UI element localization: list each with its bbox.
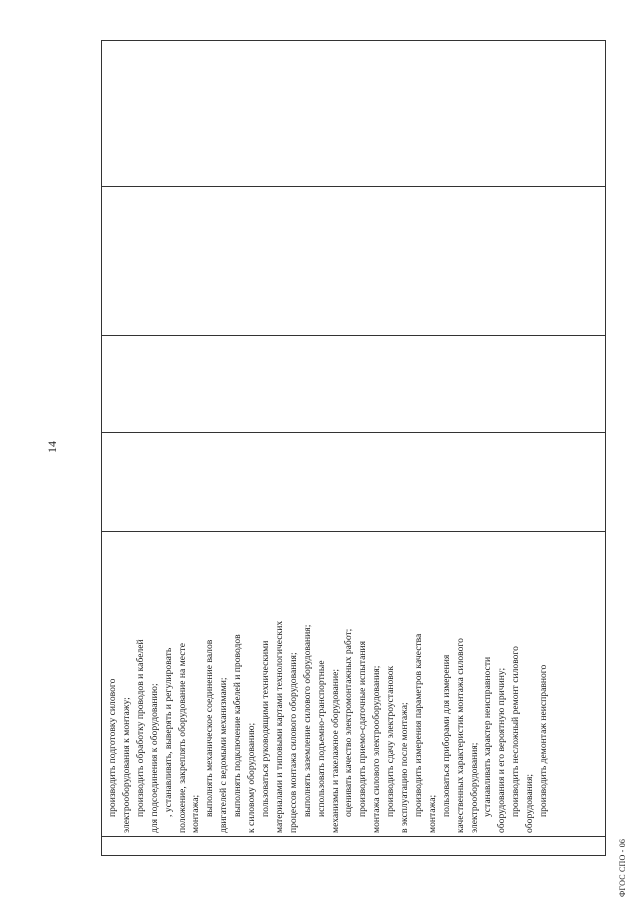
empty-cell: [102, 433, 606, 532]
skill-line: к силовому оборудованию;: [246, 722, 258, 833]
skill-line: процессов монтажа силового оборудования;: [287, 652, 299, 833]
skill-line: оценивать качество электромонтажных работ;: [343, 628, 355, 817]
skill-line: производить приемо-сдаточные испытания: [357, 640, 369, 817]
table-row: [102, 41, 606, 856]
skill-line: механизмы и такелажное оборудование;: [329, 669, 341, 833]
skill-line: , устанавливать, выверять и регулировать: [162, 647, 174, 817]
page-number: 14: [45, 441, 59, 453]
skill-line: устанавливать характер неисправности: [482, 656, 494, 817]
skill-line: монтажа;: [190, 794, 202, 833]
standard-table: [101, 40, 606, 856]
skill-line: качественных характеристик монтажа силового: [454, 638, 466, 833]
skill-line: электрооборудования;: [468, 742, 480, 833]
skill-line: выполнять подключение кабелей и проводов: [232, 634, 244, 817]
skill-line: производить измерения параметров качества: [412, 633, 424, 817]
skill-line: пользоваться руководящими техническими: [259, 640, 271, 817]
empty-cell: [102, 41, 606, 187]
skill-line: производить сдачу электроустановок: [385, 665, 397, 817]
index-cell: [102, 837, 606, 856]
skill-line: оборудования;: [524, 773, 536, 833]
skill-line: положение, закреплять оборудование на месте: [176, 643, 188, 833]
skill-line: электрооборудования к монтажу;: [120, 697, 132, 833]
skill-line: оборудования и его вероятную причину;: [496, 667, 508, 833]
skills-cell: [102, 532, 606, 837]
skill-line: в эксплуатацию после монтажа;: [399, 702, 411, 833]
skill-line: производить подготовку силового: [107, 678, 118, 817]
skill-line: пользоваться приборами для измерения: [440, 654, 452, 817]
skill-line: для подсоединения к оборудованию;: [148, 683, 160, 833]
skill-line: выполнять механическое соединение валов: [204, 639, 216, 817]
skill-line: использовать подъемно-транспортные: [315, 660, 327, 817]
skill-line: производить обработку проводов и кабелей: [134, 639, 146, 817]
skill-line: монтажа силового электрооборудования;: [371, 665, 383, 833]
skill-line: монтажа;: [426, 794, 438, 833]
skill-line: материалами и типовыми картами технологических: [273, 620, 285, 833]
skill-line: двигателей с ведомыми механизмами;: [218, 677, 230, 833]
skill-line: выполнять заземление силового оборудования;: [301, 624, 313, 817]
empty-cell: [102, 336, 606, 433]
skill-line: производить несложный ремонт силового: [510, 646, 522, 817]
empty-cell: [102, 187, 606, 336]
document-footer: ФГОС СПО - 06: [618, 838, 627, 897]
skills-list: [102, 532, 551, 836]
skill-line: производить демонтаж неисправного: [538, 664, 550, 817]
